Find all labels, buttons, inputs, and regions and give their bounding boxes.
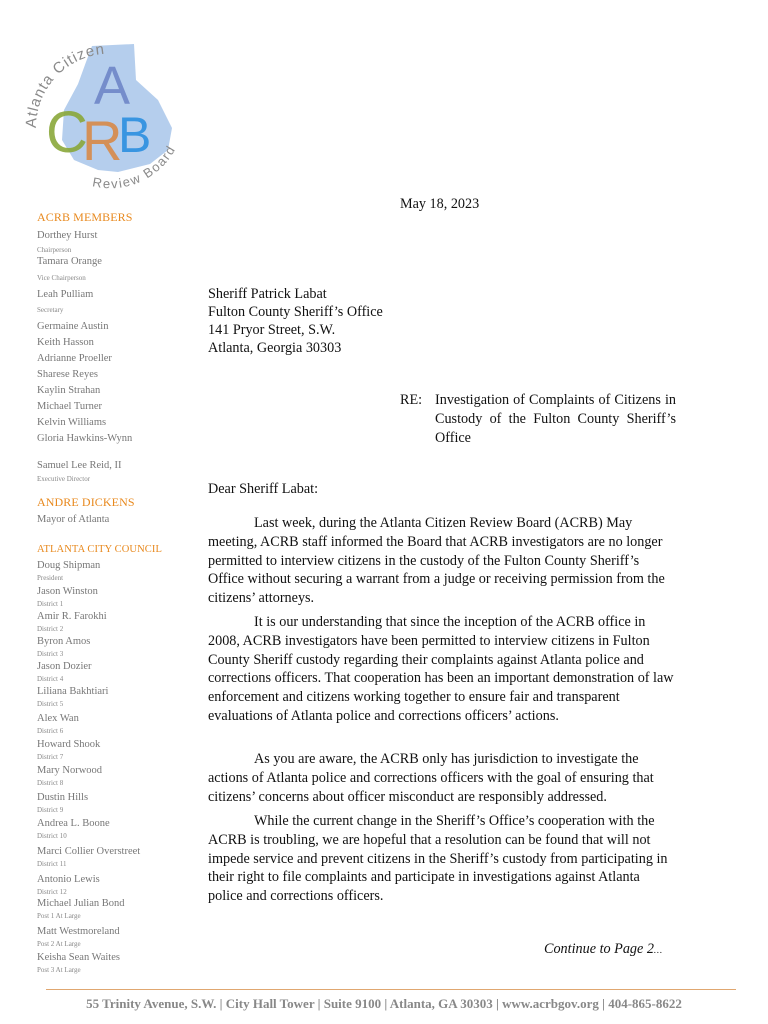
council-role: District 4 [37, 675, 64, 683]
council-name: Doug Shipman [37, 560, 101, 571]
paragraph-3: As you are aware, the ACRB only has jurisdiction to investigate the actions of Atlanta police and corrections officers with the goal of ensuring that citizens’ concerns about officer misconduct are responsibly addressed. [208, 751, 654, 805]
council-role: District 5 [37, 700, 64, 708]
footer-divider [46, 989, 736, 990]
council-role: District 1 [37, 600, 64, 608]
members-heading: ACRB MEMBERS [37, 210, 133, 224]
council-name: Alex Wan [37, 713, 79, 724]
letter-date: May 18, 2023 [400, 196, 480, 212]
paragraph-4: While the current change in the Sheriff’s Office’s cooperation with the ACRB is troubling, we are hopeful that a resolution can be found that will not impede service and prevent citizens in the Sheriff’s custody from participating in their right to file complaints and participate in investigations against Atlanta police and corrections officers. [208, 813, 668, 905]
logo-arc-bottom: Review Board [91, 142, 179, 192]
salutation: Dear Sheriff Labat: [208, 481, 319, 497]
council-role: Post 3 At Large [37, 966, 81, 974]
member-role: Executive Director [37, 475, 91, 483]
acrb-logo [22, 32, 194, 208]
council-role: District 8 [37, 779, 64, 787]
council-name: Dustin Hills [37, 792, 89, 803]
council-name: Michael Julian Bond [37, 898, 125, 909]
council-role: Post 1 At Large [37, 912, 81, 920]
council-heading: ATLANTA CITY COUNCIL [37, 544, 163, 555]
council-name: Amir R. Farokhi [37, 611, 107, 622]
council-role: Post 2 At Large [37, 940, 81, 948]
member-name: Keith Hasson [37, 337, 94, 348]
member-name: Gloria Hawkins-Wynn [37, 433, 133, 444]
address-line: Fulton County Sheriff’s Office [208, 304, 383, 320]
member-role: Chairperson [37, 246, 72, 254]
member-role: Vice Chairperson [37, 274, 86, 282]
council-name: Jason Winston [37, 586, 98, 597]
logo-letter-b: B [118, 107, 152, 163]
council-name: Byron Amos [37, 636, 91, 647]
council-role: District 9 [37, 806, 64, 814]
member-name: Samuel Lee Reid, II [37, 460, 122, 471]
paragraph-1: Last week, during the Atlanta Citizen Review Board (ACRB) May meeting, ACRB staff informed the Board that ACRB investigators are no longer permitted to interview citizens in the custody of the Fulton County Sheriff’s Office without securing a warrant from a judge or receiving permission from the citizens’ attorneys. [208, 515, 665, 607]
member-name: Germaine Austin [37, 321, 109, 332]
council-name: Jason Dozier [37, 661, 92, 672]
logo-letter-a: A [94, 56, 131, 116]
address-line: Sheriff Patrick Labat [208, 286, 327, 302]
logo-letter-c: C [46, 100, 88, 165]
council-role: District 11 [37, 860, 67, 868]
footer-address: 55 Trinity Avenue, S.W. | City Hall Tower | Suite 9100 | Atlanta, GA 30303 | www.acrbgov.org | 404-865-8622 [86, 996, 682, 1011]
member-role: Secretary [37, 306, 64, 314]
council-role: District 7 [37, 753, 64, 761]
council-name: Andrea L. Boone [37, 818, 110, 829]
council-role: District 10 [37, 832, 67, 840]
council-role: District 2 [37, 625, 64, 633]
re-subject: Investigation of Complaints of Citizens in Custody of the Fulton County Sheriff’s Office [435, 392, 676, 446]
member-name: Adrianne Proeller [37, 353, 112, 364]
council-role: District 12 [37, 888, 67, 896]
member-name: Sharese Reyes [37, 369, 98, 380]
continue-note [544, 940, 662, 960]
member-name: Michael Turner [37, 401, 103, 412]
member-name: Dorthey Hurst [37, 230, 98, 241]
continue-ellipsis: … [653, 945, 662, 955]
council-name: Liliana Bakhtiari [37, 686, 109, 697]
council-name: Antonio Lewis [37, 874, 100, 885]
member-name: Tamara Orange [37, 256, 102, 267]
council-name: Marci Collier Overstreet [37, 846, 141, 857]
council-name: Mary Norwood [37, 765, 103, 776]
council-name: Keisha Sean Waites [37, 952, 120, 963]
council-role: President [37, 574, 64, 582]
council-role: District 6 [37, 727, 64, 735]
continue-text: Continue to Page 2 [544, 941, 654, 957]
logo-letter-r: R [82, 109, 123, 172]
member-name: Kelvin Williams [37, 417, 107, 428]
council-role: District 3 [37, 650, 64, 658]
paragraph-2: It is our understanding that since the inception of the ACRB office in 2008, ACRB investigators have been permitted to interview citizens in Fulton County Sheriff custody regarding their complaints against Atlanta police and corrections officers. That cooperation has been an important demonstration of law enforcement and citizens working together to ensure fair and transparent evaluations of Atlanta police and corrections officers’ actions. [208, 614, 674, 724]
address-line: 141 Pryor Street, S.W. [208, 322, 336, 338]
member-name: Kaylin Strahan [37, 385, 101, 396]
member-name: Leah Pulliam [37, 289, 94, 300]
council-name: Howard Shook [37, 739, 101, 750]
mayor-role: Mayor of Atlanta [37, 514, 110, 525]
mayor-heading: ANDRE DICKENS [37, 495, 135, 509]
council-name: Matt Westmoreland [37, 926, 120, 937]
logo-arc-top: Atlanta Citizen [22, 40, 106, 129]
re-label: RE: [400, 392, 423, 408]
address-line: Atlanta, Georgia 30303 [208, 340, 342, 356]
